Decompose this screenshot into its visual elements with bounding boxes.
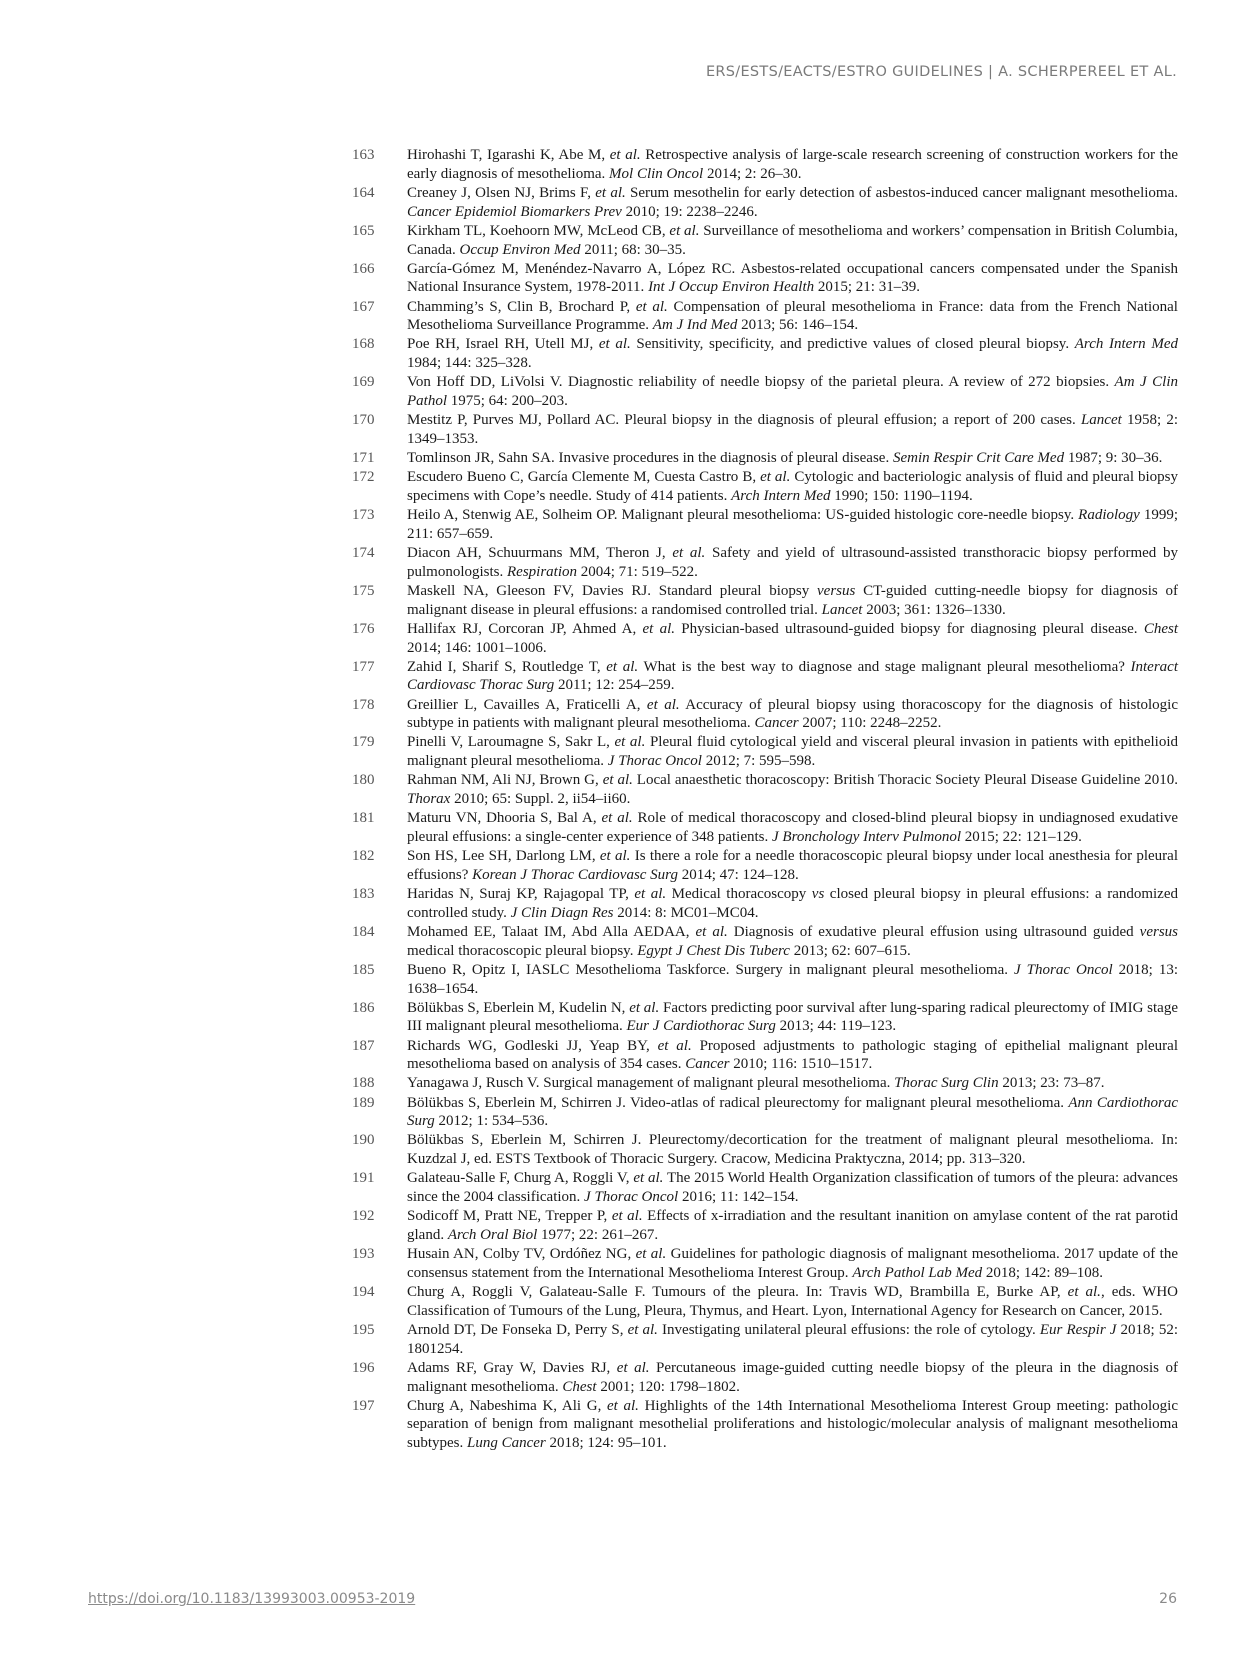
reference-number: 190: [352, 1132, 375, 1149]
reference-text: [407, 733, 1178, 771]
reference-number: 164: [352, 184, 375, 201]
reference-italic-segment: Chest: [1143, 620, 1178, 637]
reference-text: [407, 506, 1178, 544]
reference-text: [407, 468, 1178, 506]
reference-segment: Diagnosis of exudative pleural effusion using ultrasound guided: [727, 923, 1140, 940]
reference-segment: Safety and yield of ultrasound-assisted transthoracic biopsy performed by pulmonologists.: [407, 545, 1178, 580]
reference-item: [352, 1169, 1178, 1207]
reference-number: 187: [352, 1037, 375, 1054]
reference-italic-segment: et al.: [609, 147, 641, 163]
reference-text: [407, 222, 1178, 260]
reference-item: [352, 1207, 1178, 1245]
reference-item: [352, 449, 1178, 468]
reference-text: [407, 298, 1178, 336]
reference-item: [352, 184, 1178, 222]
reference-italic-segment: et al.: [657, 1037, 692, 1054]
reference-number: 163: [352, 147, 375, 163]
reference-italic-segment: et al.: [599, 848, 631, 865]
reference-segment: Bölükbas S, Eberlein M, Kudelin N,: [407, 999, 630, 1016]
reference-number: 174: [352, 545, 375, 561]
reference-item: [352, 1397, 1178, 1453]
reference-segment: 2014: 8: MC01–MC04.: [613, 904, 759, 921]
reference-text: [407, 1131, 1178, 1169]
reference-item: [352, 335, 1178, 373]
reference-number: 185: [352, 961, 375, 978]
reference-segment: Creaney J, Olsen NJ, Brims F,: [407, 184, 596, 201]
reference-segment: Adams RF, Gray W, Davies RJ,: [407, 1359, 617, 1376]
reference-item: [352, 885, 1178, 923]
reference-segment: 1987; 9: 30–36.: [1064, 450, 1163, 467]
reference-segment: CT-guided cutting-needle biopsy for diagnosis of malignant disease in pleural effusions: a randomised controlled trial.: [407, 582, 1178, 618]
reference-segment: The 2015 World Health Organization classification of tumors of the pleura: advances since the 2004 classification.: [407, 1170, 1178, 1206]
reference-segment: 2011; 68: 30–35.: [580, 241, 686, 258]
reference-segment: 2003; 361: 1326–1330.: [862, 601, 1006, 618]
reference-segment: Percutaneous image-guided cutting needle biopsy of the pleura in the diagnosis of malignant mesothelioma.: [407, 1359, 1179, 1395]
reference-segment: Effects of x-irradiation and the resultant inanition on amylase content of the rat parotid gland.: [407, 1208, 1179, 1244]
reference-text: [407, 1397, 1178, 1453]
reference-segment: Mohamed EE, Talaat IM, Abd Alla AEDAA,: [407, 923, 696, 940]
reference-italic-segment: et al.: [627, 1321, 658, 1338]
reference-text: [407, 335, 1178, 373]
reference-segment: Pinelli V, Laroumagne S, Sakr L,: [407, 734, 615, 751]
reference-number: 171: [352, 450, 375, 467]
reference-text: [407, 582, 1178, 620]
reference-italic-segment: et al.: [635, 1246, 667, 1263]
reference-item: [352, 1359, 1178, 1397]
reference-segment: Compensation of pleural mesothelioma in France: data from the French National Mesothelioma Surveillance Programme.: [407, 298, 1178, 334]
reference-segment: 2012; 1: 534–536.: [434, 1113, 549, 1130]
reference-segment: medical thoracoscopic pleural biopsy.: [407, 942, 638, 959]
reference-italic-segment: versus: [817, 582, 856, 599]
reference-segment: Zahid I, Sharif S, Routledge T,: [407, 658, 607, 675]
reference-italic-segment: Mol Clin Oncol: [609, 165, 704, 182]
reference-item: [352, 733, 1178, 771]
reference-italic-segment: et al.: [760, 469, 791, 486]
reference-text: [407, 999, 1178, 1037]
reference-segment: Greillier L, Cavailles A, Fraticelli A,: [407, 696, 647, 713]
reference-text: [407, 658, 1178, 696]
reference-italic-segment: Cancer: [754, 715, 799, 732]
reference-segment: What is the best way to diagnose and stage malignant pleural mesothelioma?: [638, 658, 1131, 675]
reference-italic-segment: et al.: [695, 923, 728, 940]
reference-italic-segment: et al.: [1067, 1284, 1101, 1301]
reference-item: [352, 658, 1178, 696]
reference-number: 192: [352, 1208, 375, 1225]
reference-segment: Chamming’s S, Clin B, Brochard P,: [407, 298, 636, 315]
reference-text: [407, 1094, 1178, 1132]
reference-segment: 2001; 120: 1798–1802.: [596, 1378, 740, 1395]
reference-italic-segment: et al.: [633, 1170, 664, 1187]
reference-segment: Maskell NA, Gleeson FV, Davies RJ. Standard pleural biopsy: [407, 582, 817, 599]
reference-segment: 1984; 144: 325–328.: [407, 355, 532, 372]
reference-text: [407, 1037, 1178, 1075]
reference-segment: Churg A, Roggli V, Galateau-Salle F. Tumours of the pleura. In: Travis WD, Brambilla E, Burke AP,: [407, 1284, 1068, 1301]
reference-item: [352, 809, 1178, 847]
reference-number: 193: [352, 1246, 375, 1263]
reference-italic-segment: Korean J Thorac Cardiovasc Surg: [472, 866, 678, 883]
reference-text: [407, 923, 1178, 961]
reference-segment: Investigating unilateral pleural effusions: the role of cytology.: [657, 1321, 1040, 1338]
reference-text: [407, 184, 1178, 222]
reference-italic-segment: et al.: [634, 886, 667, 903]
reference-number: 175: [352, 582, 375, 599]
reference-italic-segment: versus: [1139, 923, 1178, 940]
reference-number: 196: [352, 1359, 375, 1376]
reference-italic-segment: Arch Oral Biol: [447, 1227, 538, 1244]
reference-segment: Von Hoff DD, LiVolsi V. Diagnostic reliability of needle biopsy of the parietal pleura. A review of 272 biopsies.: [407, 374, 1115, 391]
reference-italic-segment: Occup Environ Med: [459, 241, 581, 258]
reference-segment: Rahman NM, Ali NJ, Brown G,: [407, 772, 603, 789]
reference-number: 182: [352, 848, 375, 865]
reference-italic-segment: et al.: [606, 658, 639, 675]
reference-number: 183: [352, 886, 375, 903]
reference-segment: Son HS, Lee SH, Darlong LM,: [407, 848, 600, 865]
reference-number: 189: [352, 1094, 375, 1111]
reference-number: 186: [352, 999, 375, 1016]
reference-italic-segment: et al.: [614, 734, 646, 751]
reference-item: [352, 847, 1178, 885]
reference-item: [352, 222, 1178, 260]
page-number: 26: [1159, 1591, 1177, 1607]
reference-text: [407, 620, 1178, 658]
reference-segment: Mestitz P, Purves MJ, Pollard AC. Pleural biopsy in the diagnosis of pleural effusion; a report of 200 cases.: [407, 412, 1081, 429]
reference-item: [352, 1321, 1178, 1359]
reference-italic-segment: Am J Clin Pathol: [407, 374, 1178, 410]
reference-segment: 2010; 65: Suppl. 2, ii54–ii60.: [450, 791, 631, 808]
reference-segment: 2018; 52: 1801254.: [407, 1321, 1179, 1357]
reference-segment: Bueno R, Opitz I, IASLC Mesothelioma Taskforce. Surgery in malignant pleural mesothelioma.: [407, 961, 1014, 978]
reference-item: [352, 961, 1178, 999]
reference-item: [352, 260, 1178, 298]
reference-italic-segment: Lancet: [821, 601, 863, 618]
reference-text: [407, 544, 1178, 582]
reference-italic-segment: et al.: [601, 810, 633, 827]
reference-segment: Kirkham TL, Koehoorn MW, McLeod CB,: [407, 222, 670, 239]
reference-item: [352, 468, 1178, 506]
reference-text: [407, 847, 1178, 885]
reference-italic-segment: et al.: [598, 336, 631, 353]
reference-number: 178: [352, 696, 375, 713]
reference-text: [407, 1321, 1178, 1359]
reference-segment: 2018; 142: 89–108.: [982, 1264, 1103, 1281]
reference-text: [407, 449, 1178, 468]
reference-segment: Hallifax RJ, Corcoran JP, Ahmed A,: [407, 620, 643, 637]
reference-number: 197: [352, 1397, 375, 1414]
reference-segment: 2015; 22: 121–129.: [961, 829, 1082, 846]
reference-segment: Local anaesthetic thoracoscopy: British Thoracic Society Pleural Disease Guideline 2010.: [632, 772, 1179, 789]
reference-segment: 1977; 22: 261–267.: [537, 1227, 659, 1244]
reference-italic-segment: et al.: [646, 696, 680, 713]
reference-segment: Proposed adjustments to pathologic staging of epithelial malignant pleural mesothelioma based on analysis of 354 cases.: [407, 1037, 1179, 1073]
reference-segment: Sodicoff M, Pratt NE, Trepper P,: [407, 1208, 612, 1225]
reference-number: 172: [352, 469, 375, 486]
reference-item: [352, 146, 1178, 184]
reference-text: [407, 373, 1178, 411]
reference-item: [352, 582, 1178, 620]
reference-segment: 1958; 2: 1349–1353.: [407, 412, 1178, 448]
running-title: ERS/ESTS/EACTS/ESTRO GUIDELINES | A. SCHERPEREEL ET AL.: [705, 64, 1177, 80]
reference-number: 177: [352, 658, 375, 675]
reference-segment: closed pleural biopsy in pleural effusions: a randomized controlled study.: [407, 886, 1178, 921]
reference-segment: Pleural fluid cytological yield and visceral pleural invasion in patients with epithelioid malignant pleural mesothelioma.: [407, 734, 1178, 770]
reference-segment: Escudero Bueno C, García Clemente M, Cuesta Castro B,: [407, 469, 761, 486]
reference-item: [352, 1074, 1178, 1093]
reference-italic-segment: Cancer Epidemiol Biomarkers Prev: [407, 203, 622, 220]
reference-item: [352, 620, 1178, 658]
reference-italic-segment: et al.: [611, 1208, 643, 1225]
reference-text: [407, 696, 1178, 734]
reference-segment: Tomlinson JR, Sahn SA. Invasive procedures in the diagnosis of pleural disease.: [407, 450, 893, 467]
reference-number: 194: [352, 1284, 375, 1301]
reference-italic-segment: et al.: [595, 184, 626, 201]
reference-segment: 1999; 211: 657–659.: [407, 507, 1178, 542]
reference-italic-segment: et al.: [616, 1359, 650, 1376]
reference-italic-segment: Thorac Surg Clin: [894, 1075, 999, 1092]
reference-italic-segment: Cancer: [685, 1056, 730, 1073]
reference-item: [352, 544, 1178, 582]
reference-number: 170: [352, 412, 375, 429]
reference-item: [352, 411, 1178, 449]
reference-number: 191: [352, 1170, 375, 1187]
reference-italic-segment: Arch Intern Med: [1074, 336, 1178, 353]
reference-number: 168: [352, 336, 375, 353]
reference-text: [407, 809, 1178, 847]
reference-segment: , eds. WHO Classification of Tumours of the Lung, Pleura, Thymus, and Heart. Lyon, International Agency for Research on Cancer, 2015.: [407, 1284, 1179, 1319]
reference-text: [407, 771, 1178, 809]
reference-item: [352, 999, 1178, 1037]
reference-list: [352, 146, 1178, 1453]
reference-number: 176: [352, 620, 375, 637]
reference-segment: 2004; 71: 519–522.: [577, 563, 698, 580]
reference-segment: Cytologic and bacteriologic analysis of fluid and pleural biopsy specimens with Cope’s needle. Study of 414 patients.: [407, 469, 1179, 505]
reference-item: [352, 696, 1178, 734]
reference-italic-segment: Thorax: [407, 791, 451, 808]
reference-text: [407, 961, 1178, 999]
reference-segment: García-Gómez M, Menéndez-Navarro A, López RC. Asbestos-related occupational cancers compensated under the Spanish National Insurance System, 1978-2011.: [407, 260, 1178, 296]
reference-italic-segment: et al.: [607, 1397, 639, 1414]
reference-segment: Guidelines for pathologic diagnosis of malignant mesothelioma. 2017 update of the consensus statement from the International Mesothelioma Interest Group.: [407, 1246, 1178, 1281]
reference-segment: Factors predicting poor survival after lung-sparing radical pleurectomy of IMIG stage III malignant pleural mesothelioma.: [407, 999, 1178, 1035]
reference-italic-segment: et al.: [642, 620, 676, 637]
reference-italic-segment: Chest: [562, 1378, 597, 1395]
reference-text: [407, 1207, 1178, 1245]
reference-italic-segment: Int J Occup Environ Health: [648, 279, 815, 296]
reference-italic-segment: et al.: [672, 545, 706, 561]
reference-segment: 2007; 110: 2248–2252.: [798, 715, 942, 732]
reference-segment: 1975; 64: 200–203.: [447, 393, 568, 410]
reference-segment: Bölükbas S, Eberlein M, Schirren J. Pleurectomy/decortication for the treatment of malignant pleural mesothelioma. In: Kuzdzal J, ed. ESTS Textbook of Thoracic Surgery. Cracow, Medicina Praktyczna, 2014; pp. 313–320.: [407, 1132, 1178, 1168]
reference-number: 167: [352, 298, 375, 315]
reference-segment: Churg A, Nabeshima K, Ali G,: [407, 1397, 607, 1414]
reference-italic-segment: Interact Cardiovasc Thorac Surg: [407, 658, 1178, 694]
reference-number: 179: [352, 734, 375, 751]
reference-item: [352, 506, 1178, 544]
reference-text: [407, 885, 1178, 923]
reference-italic-segment: J Bronchology Interv Pulmonol: [772, 829, 961, 846]
reference-number: 166: [352, 260, 375, 277]
reference-item: [352, 1245, 1178, 1283]
reference-italic-segment: et al.: [629, 999, 660, 1016]
reference-segment: Highlights of the 14th International Mesothelioma Interest Group meeting: pathologic separation of benign from malignant mesothelial proliferations and histologic/molecular analysis of malignant mesothelioma subtypes.: [407, 1397, 1179, 1452]
reference-italic-segment: J Thorac Oncol: [1013, 961, 1113, 978]
reference-text: [407, 1359, 1178, 1397]
reference-segment: Poe RH, Israel RH, Utell MJ,: [407, 336, 599, 353]
reference-segment: 2013; 56: 146–154.: [737, 317, 859, 334]
reference-number: 181: [352, 810, 375, 827]
reference-italic-segment: J Thorac Oncol: [607, 753, 702, 770]
reference-italic-segment: Lung Cancer: [467, 1435, 546, 1452]
reference-segment: Role of medical thoracoscopy and closed-blind pleural biopsy in undiagnosed exudative pleural effusions: a single-center experience of 348 patients.: [407, 810, 1178, 846]
reference-italic-segment: Egypt J Chest Dis Tuberc: [637, 942, 790, 959]
reference-item: [352, 771, 1178, 809]
reference-italic-segment: Radiology: [1078, 507, 1140, 524]
reference-italic-segment: Lancet: [1080, 412, 1122, 429]
reference-italic-segment: Semin Respir Crit Care Med: [892, 450, 1065, 467]
reference-segment: 2014; 2: 26–30.: [703, 165, 802, 182]
reference-number: 173: [352, 507, 375, 524]
reference-number: 195: [352, 1321, 375, 1338]
reference-segment: 2018; 13: 1638–1654.: [407, 961, 1178, 997]
reference-segment: 2014; 47: 124–128.: [677, 866, 799, 883]
reference-segment: 2013; 23: 73–87.: [998, 1075, 1105, 1092]
reference-segment: 2013; 62: 607–615.: [789, 942, 911, 959]
reference-segment: 2013; 44: 119–123.: [775, 1018, 897, 1035]
reference-text: [407, 1283, 1178, 1321]
reference-number: 180: [352, 772, 375, 789]
reference-italic-segment: Arch Pathol Lab Med: [852, 1264, 983, 1281]
reference-segment: Yanagawa J, Rusch V. Surgical management of malignant pleural mesothelioma.: [407, 1075, 895, 1092]
reference-segment: Surveillance of mesothelioma and workers’ compensation in British Columbia, Canada.: [407, 222, 1178, 258]
reference-segment: Heilo A, Stenwig AE, Solheim OP. Malignant pleural mesothelioma: US-guided histologic core-needle biopsy.: [407, 507, 1079, 524]
reference-number: 188: [352, 1075, 375, 1092]
reference-segment: Is there a role for a needle thoracoscopic pleural biopsy under local anesthesia for pleural effusions?: [407, 848, 1179, 883]
reference-segment: Galateau-Salle F, Churg A, Roggli V,: [407, 1170, 634, 1187]
reference-segment: Husain AN, Colby TV, Ordóñez NG,: [407, 1246, 636, 1263]
reference-segment: Accuracy of pleural biopsy using thoracoscopy for the diagnosis of histologic subtype in patients with malignant pleural mesothelioma.: [407, 696, 1178, 732]
reference-segment: 2011; 12: 254–259.: [554, 677, 675, 694]
reference-text: [407, 260, 1178, 298]
reference-segment: Richards WG, Godleski JJ, Yeap BY,: [407, 1037, 658, 1054]
reference-italic-segment: J Thorac Oncol: [584, 1189, 679, 1206]
reference-text: [407, 1245, 1178, 1283]
reference-italic-segment: Respiration: [507, 563, 578, 580]
reference-segment: 2010; 19: 2238–2246.: [621, 203, 758, 220]
doi-link[interactable]: https://doi.org/10.1183/13993003.00953-2019: [88, 1591, 416, 1607]
reference-italic-segment: vs: [811, 886, 825, 903]
reference-italic-segment: Am J Ind Med: [652, 317, 738, 334]
reference-italic-segment: J Clin Diagn Res: [510, 904, 614, 921]
reference-segment: 2016; 11: 142–154.: [678, 1189, 799, 1206]
reference-segment: Haridas N, Suraj KP, Rajagopal TP,: [407, 886, 635, 903]
reference-segment: Bölükbas S, Eberlein M, Schirren J. Video-atlas of radical pleurectomy for malignant pleural mesothelioma.: [407, 1094, 1069, 1111]
reference-segment: 2010; 116: 1510–1517.: [729, 1056, 873, 1073]
reference-number: 184: [352, 923, 375, 940]
reference-segment: Maturu VN, Dhooria S, Bal A,: [407, 810, 602, 827]
reference-italic-segment: et al.: [602, 772, 633, 789]
reference-item: [352, 1037, 1178, 1075]
reference-segment: Retrospective analysis of large-scale research screening of construction workers for the early diagnosis of mesothelioma.: [407, 147, 1178, 182]
reference-segment: Serum mesothelin for early detection of asbestos-induced cancer malignant mesothelioma.: [625, 184, 1178, 201]
reference-segment: Medical thoracoscopy: [666, 886, 812, 903]
reference-italic-segment: Arch Intern Med: [731, 488, 831, 505]
reference-item: [352, 923, 1178, 961]
reference-italic-segment: et al.: [669, 222, 700, 239]
reference-number: 169: [352, 374, 375, 391]
reference-italic-segment: Eur Respir J: [1039, 1321, 1117, 1338]
reference-text: [407, 146, 1178, 184]
reference-segment: Arnold DT, De Fonseka D, Perry S,: [407, 1321, 628, 1338]
reference-text: [407, 411, 1178, 449]
reference-italic-segment: et al.: [635, 298, 668, 315]
reference-segment: 2012; 7: 595–598.: [701, 753, 816, 770]
reference-italic-segment: Ann Cardiothorac Surg: [407, 1094, 1178, 1130]
reference-item: [352, 1283, 1178, 1321]
reference-segment: 1990; 150: 1190–1194.: [830, 488, 973, 505]
reference-segment: 2015; 21: 31–39.: [814, 279, 920, 296]
reference-text: [407, 1169, 1178, 1207]
reference-segment: Hirohashi T, Igarashi K, Abe M,: [407, 147, 610, 163]
reference-segment: Diacon AH, Schuurmans MM, Theron J,: [407, 545, 673, 561]
reference-italic-segment: Eur J Cardiothorac Surg: [626, 1018, 776, 1035]
reference-segment: Physician-based ultrasound-guided biopsy for diagnosing pleural disease.: [675, 620, 1144, 637]
reference-segment: 2014; 146: 1001–1006.: [407, 639, 547, 656]
reference-segment: 2018; 124: 95–101.: [545, 1435, 667, 1452]
reference-number: 165: [352, 222, 375, 239]
reference-item: [352, 1094, 1178, 1132]
reference-item: [352, 298, 1178, 336]
reference-segment: Sensitivity, specificity, and predictive values of closed pleural biopsy.: [630, 336, 1075, 353]
reference-text: [407, 1074, 1178, 1093]
reference-item: [352, 1131, 1178, 1169]
reference-item: [352, 373, 1178, 411]
